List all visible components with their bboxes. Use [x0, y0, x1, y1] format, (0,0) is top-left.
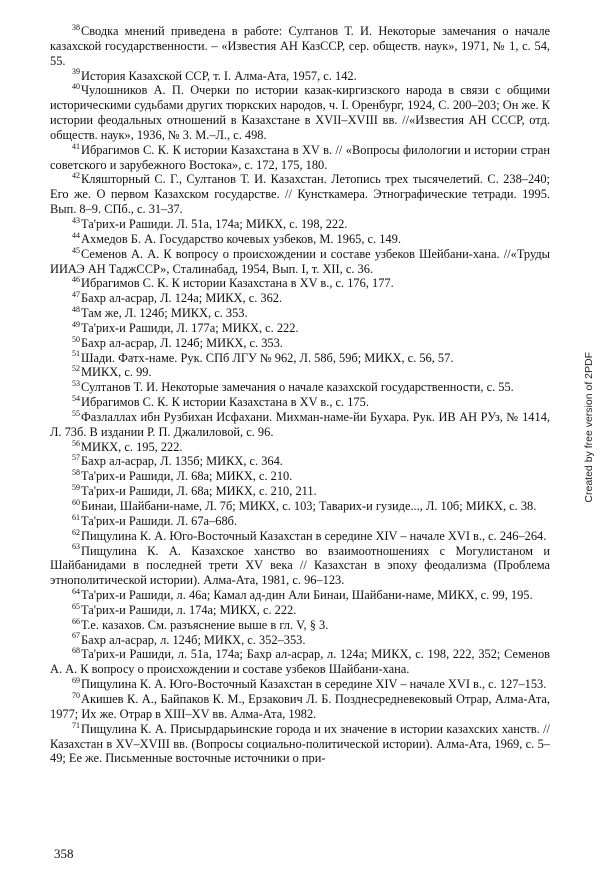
- footnote-text: Т.е. казахов. См. разъяснение выше в гл. V, § 3.: [81, 617, 329, 632]
- footnote: [50, 172, 550, 217]
- footnote-text: Та'рих-и Рашиди, Л. 177а; МИКХ, с. 222.: [81, 320, 299, 335]
- footnote-text: МИКХ, с. 99.: [81, 365, 152, 380]
- footnote-text: Сводка мнений приведена в работе: Султанов Т. И. Некоторые замечания о начале казахской государственности. – «Известия АН КазССР, сер. обществ. наук», 1971, № 1, с. 54, 55.: [50, 24, 550, 68]
- footnote: [50, 143, 550, 173]
- footnote: [50, 291, 550, 306]
- footnote-number: 45: [72, 245, 80, 255]
- footnote-number: 58: [72, 468, 80, 478]
- footnote: [50, 380, 550, 395]
- footnote-number: 42: [72, 171, 80, 181]
- footnote-text: История Казахской ССР, т. I. Алма-Ата, 1957, с. 142.: [81, 68, 357, 83]
- footnote: [50, 588, 550, 603]
- footnote-number: 51: [72, 349, 80, 359]
- footnote: [50, 499, 550, 514]
- footnote-number: 39: [72, 67, 80, 77]
- footnote-number: 56: [72, 438, 80, 448]
- footnote: [50, 722, 550, 767]
- footnote-number: 50: [72, 334, 80, 344]
- footnote-text: Фазлаллах ибн Рузбихан Исфахани. Михман-наме-йи Бухара. Рук. ИВ АН РУз, № 1414, Л. 73б. В издании Р. П. Джалиловой, с. 96.: [50, 409, 550, 439]
- footnote: [50, 484, 550, 499]
- footnote: [50, 454, 550, 469]
- footnote-text: Акишев К. А., Байпаков К. М., Ерзакович Л. Б. Позднесредневековый Отрар, Алма-Ата, 1977; Их же. Отрар в XIII–XV вв. Алма-Ата, 1982.: [50, 691, 550, 721]
- footnote-text: МИКХ, с. 195, 222.: [81, 439, 183, 454]
- footnote: [50, 217, 550, 232]
- footnote-text: Шади. Фатх-наме. Рук. СПб ЛГУ № 962, Л. 58б, 59б; МИКХ, с. 56, 57.: [81, 350, 454, 365]
- footnote-number: 64: [72, 586, 80, 596]
- footnote-text: Пищулина К. А. Казахское ханство во взаимоотношениях с Могулистаном и Шайбанидами в последней трети XV века // Казахстан в эпоху феодализма (Проблема этнополитической истории). Алма-Ата, 1981, с. 96–123.: [50, 543, 550, 588]
- footnote-text: Султанов Т. И. Некоторые замечания о начале казахской государственности, с. 55.: [81, 380, 514, 395]
- footnote: [50, 69, 550, 84]
- footnote-number: 59: [72, 483, 80, 493]
- footnote-text: Там же, Л. 124б; МИКХ, с. 353.: [81, 306, 248, 321]
- footnote: [50, 365, 550, 380]
- footnote-text: Та'рих-и Рашиди, Л. 68а; МИКХ, с. 210, 211.: [81, 484, 317, 499]
- footnote-text: Пищулина К. А. Присырдарьинские города и их значение в истории казахских ханств. // Казахстан в XV–XVIII вв. (Вопросы социально-политической истории). Алма-Ата, 1969, с. 5–49; Ее же. Письменные восточные источники о при-: [50, 721, 550, 766]
- footnote-number: 52: [72, 364, 80, 374]
- footnote-text: Семенов А. А. К вопросу о происхождении и составе узбеков Шейбани-хана. //«Труды ИИАЭ АН ТаджССР», Сталинабад, 1954, Вып. I, т. XII, с. 36.: [50, 246, 550, 276]
- footnote-number: 38: [72, 22, 80, 32]
- footnote: [50, 276, 550, 291]
- footnote-text: Бахр ал-асрар, Л. 124б; МИКХ, с. 353.: [81, 335, 283, 350]
- footnote-number: 63: [72, 542, 80, 552]
- footnote: [50, 633, 550, 648]
- footnote-number: 48: [72, 304, 80, 314]
- footnote: [50, 24, 550, 69]
- footnote-text: Бахр ал-асрар, Л. 124а; МИКХ, с. 362.: [81, 291, 283, 306]
- footnote-text: Ибрагимов С. К. К истории Казахстана в XV в. // «Вопросы филологии и истории стран советского и зарубежного Востока», с. 172, 175, 180.: [50, 142, 550, 172]
- footnote-text: Та'рих-и Рашиди, л. 46а; Камал ад-дин Али Бинаи, Шайбани-наме, МИКХ, с. 99, 195.: [81, 588, 533, 603]
- footnote-text: Бахр ал-асрар, Л. 135б; МИКХ, с. 364.: [81, 454, 283, 469]
- footnote-number: 41: [72, 141, 80, 151]
- footnotes-block: [50, 24, 550, 766]
- footnote-number: 46: [72, 275, 80, 285]
- footnote: [50, 544, 550, 589]
- footnote: [50, 514, 550, 529]
- footnote: [50, 469, 550, 484]
- page-number: 358: [54, 846, 74, 861]
- footnote-text: Пищулина К. А. Юго-Восточный Казахстан в середине XIV – начале XVI в., с. 127–153.: [81, 677, 547, 692]
- footnote-number: 66: [72, 616, 80, 626]
- footnote-text: Ибрагимов С. К. К истории Казахстана в XV в., с. 176, 177.: [81, 276, 394, 291]
- footnote-number: 57: [72, 453, 80, 463]
- footnote: [50, 440, 550, 455]
- footnote-text: Бинаи, Шайбани-наме, Л. 7б; МИКХ, с. 103; Таварих-и гузиде..., Л. 10б; МИКХ, с. 38.: [81, 499, 537, 513]
- footnote: [50, 232, 550, 247]
- footnote: [50, 395, 550, 410]
- footnote: [50, 677, 550, 692]
- footnote-number: 70: [72, 690, 80, 700]
- footnote-text: Та'рих-и Рашиди. Л. 51а, 174а; МИКХ, с. 198, 222.: [81, 216, 348, 231]
- footnote: [50, 83, 550, 142]
- footnote-text: Кляшторный С. Г., Султанов Т. И. Казахстан. Летопись трех тысячелетий. С. 238–240; Его же. О первом Казахском государстве. // Кунсткамера. Этнографические тетради. 1995. Вып. 8–9. СПб., с. 31–37.: [50, 172, 550, 217]
- footnote: [50, 529, 550, 544]
- footnote-number: 62: [72, 527, 80, 537]
- footnote-number: 54: [72, 393, 80, 403]
- footnote-text: Чулошников А. П. Очерки по истории казак-киргизского народа в связи с общими историческими судьбами других тюркских народов, ч. I. Оренбург, 1924, С. 200–203; Он же. К истории феодальных отношений в Казахстане в XVII–XVIII вв. //«Известия АН СССР, отд. обществ. наук», 1936, № 3. М.–Л., с. 498.: [50, 83, 550, 142]
- footnote: [50, 410, 550, 440]
- footnote-number: 44: [72, 230, 80, 240]
- footnote: [50, 247, 550, 277]
- footnote: [50, 306, 550, 321]
- footnote: [50, 647, 550, 677]
- footnote-text: Бахр ал-асрар, л. 124б; МИКХ, с. 352–353.: [81, 632, 306, 647]
- footnote-number: 43: [72, 215, 80, 225]
- footnote-number: 68: [72, 646, 80, 656]
- footnote-number: 67: [72, 631, 80, 641]
- footnote-number: 49: [72, 319, 80, 329]
- watermark: Created by free version of 2PDF: [583, 352, 595, 503]
- footnote-text: Та'рих-и Рашиди, Л. 68а; МИКХ, с. 210.: [81, 469, 293, 484]
- footnote-text: Та'рих-и Рашиди, л. 51а, 174а; Бахр ал-асрар, л. 124а; МИКХ, с. 198, 222, 352; Семенов А. А. К вопросу о происхождении и составе узбеков Шайбани-хана.: [50, 647, 550, 677]
- footnote-text: Та'рих-и Рашиди, л. 174а; МИКХ, с. 222.: [81, 602, 297, 617]
- footnote-text: Ибрагимов С. К. К истории Казахстана в XV в., с. 175.: [81, 395, 369, 410]
- footnote: [50, 618, 550, 633]
- footnote-number: 61: [72, 512, 80, 522]
- footnote-number: 40: [72, 82, 80, 92]
- footnote-number: 60: [72, 497, 80, 507]
- footnote: [50, 336, 550, 351]
- footnote-number: 69: [72, 676, 80, 685]
- footnote-number: 71: [72, 720, 80, 730]
- footnote-text: Та'рих-и Рашиди. Л. 67а–68б.: [81, 513, 238, 528]
- footnote-number: 47: [72, 290, 80, 300]
- footnote: [50, 603, 550, 618]
- footnote-number: 65: [72, 601, 80, 611]
- footnote-number: 53: [72, 379, 80, 389]
- footnote-text: Ахмедов Б. А. Государство кочевых узбеков, М. 1965, с. 149.: [81, 231, 401, 246]
- footnote: [50, 692, 550, 722]
- footnote-text: Пищулина К. А. Юго-Восточный Казахстан в середине XIV – начале XVI в., с. 246–264.: [81, 528, 547, 543]
- footnote: [50, 351, 550, 366]
- footnote: [50, 321, 550, 336]
- footnote-number: 55: [72, 408, 80, 418]
